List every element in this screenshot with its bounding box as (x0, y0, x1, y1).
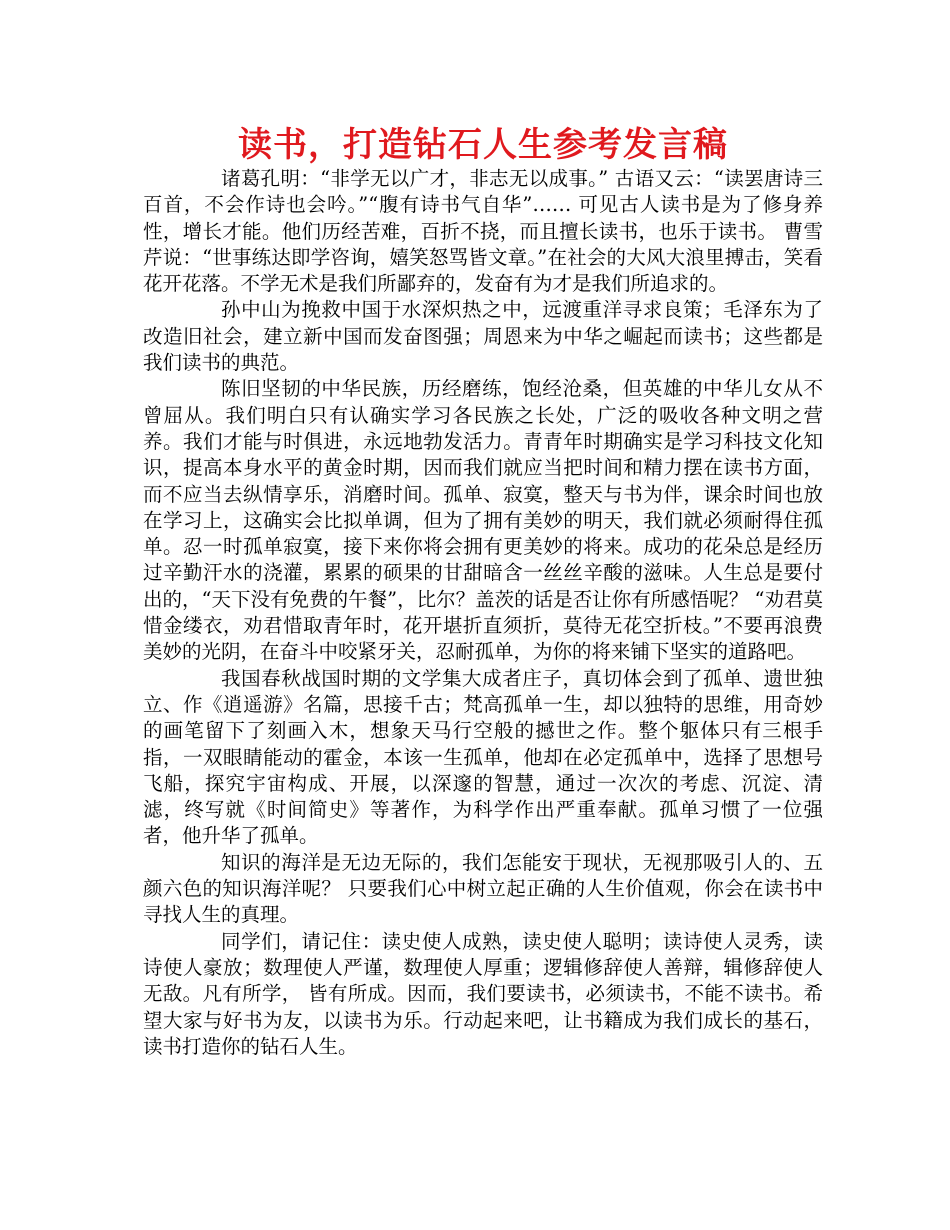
document-title: 读书，打造钻石人生参考发言稿 (238, 125, 728, 165)
document-body (143, 166, 823, 1060)
paragraph-2: 孙中山为挽救中国于水深炽热之中，远渡重洋寻求良策；毛泽东为了改造旧社会，建立新中国而发奋图强；周恩来为中华之崛起而读书；这些都是我们读书的典范。 (143, 298, 823, 375)
paragraph-1: 诸葛孔明：“非学无以广才，非志无以成事。” 古语又云：“读罢唐诗三百首，不会作诗也会吟。”“腹有诗书气自华”…… 可见古人读书是为了修身养性，增长才能。他们历经苦难，百折不挠，而且擅长读书，也乐于读书。 曹雪芹说：“世事练达即学咨询，嬉笑怒骂皆文章。”在社会的大风大浪里搏击，笑看花开花落。不学无术是我们所鄙弃的，发奋有为才是我们所追求的。 (143, 167, 823, 296)
paragraph-4: 我国春秋战国时期的文学集大成者庄子，真切体会到了孤单、遗世独立、作《逍遥游》名篇，思接千古；梵高孤单一生，却以独特的思维，用奇妙的画笔留下了刻画入木，想象天马行空般的撼世之作。整个躯体只有三根手指，一双眼睛能动的霍金，本该一生孤单，他却在必定孤单中，选择了思想号飞船，探究宇宙构成、开展，以深邃的智慧，通过一次次的考虑、沉淀、清滤，终写就《时间简史》等著作，为科学作出严重奉献。孤单习惯了一位强者，他升华了孤单。 (143, 666, 823, 848)
paragraph-5: 知识的海洋是无边无际的，我们怎能安于现状，无视那吸引人的、五颜六色的知识海洋呢？ 只要我们心中树立起正确的人生价值观，你会在读书中寻找人生的真理。 (143, 850, 823, 927)
paragraph-3: 陈旧坚韧的中华民族，历经磨练，饱经沧桑，但英雄的中华儿女从不曾屈从。我们明白只有认确实学习各民族之长处，广泛的吸收各种文明之营养。我们才能与时俱进，永远地勃发活力。青青年时期确实是学习科技文化知识，提高本身水平的黄金时期，因而我们就应当把时间和精力摆在读书方面，而不应当去纵情享乐，消磨时间。孤单、寂寞，整天与书为伴，课余时间也放在学习上，这确实会比拟单调，但为了拥有美妙的明天，我们就必须耐得住孤单。忍一时孤单寂寞，接下来你将会拥有更美妙的将来。成功的花朵总是经历过辛勤汗水的浇灌，累累的硕果的甘甜暗含一丝丝辛酸的滋味。人生总是要付出的，“天下没有免费的午餐”，比尔？盖茨的话是否让你有所感悟呢？ “劝君莫惜金缕衣，劝君惜取青年时，花开堪折直须折，莫待无花空折枝。”不要再浪费美妙的光阴，在奋斗中咬紧牙关，忍耐孤单，为你的将来铺下坚实的道路吧。 (143, 377, 823, 664)
paragraph-6: 同学们，请记住：读史使人成熟，读史使人聪明；读诗使人灵秀，读诗使人豪放；数理使人严谨，数理使人厚重；逻辑修辞使人善辩，辑修辞使人无敌。凡有所学， 皆有所成。因而，我们要读书，必须读书，不能不读书。希望大家与好书为友，以读书为乐。行动起来吧，让书籍成为我们成长的基石，读书打造你的钻石人生。 (143, 929, 823, 1058)
